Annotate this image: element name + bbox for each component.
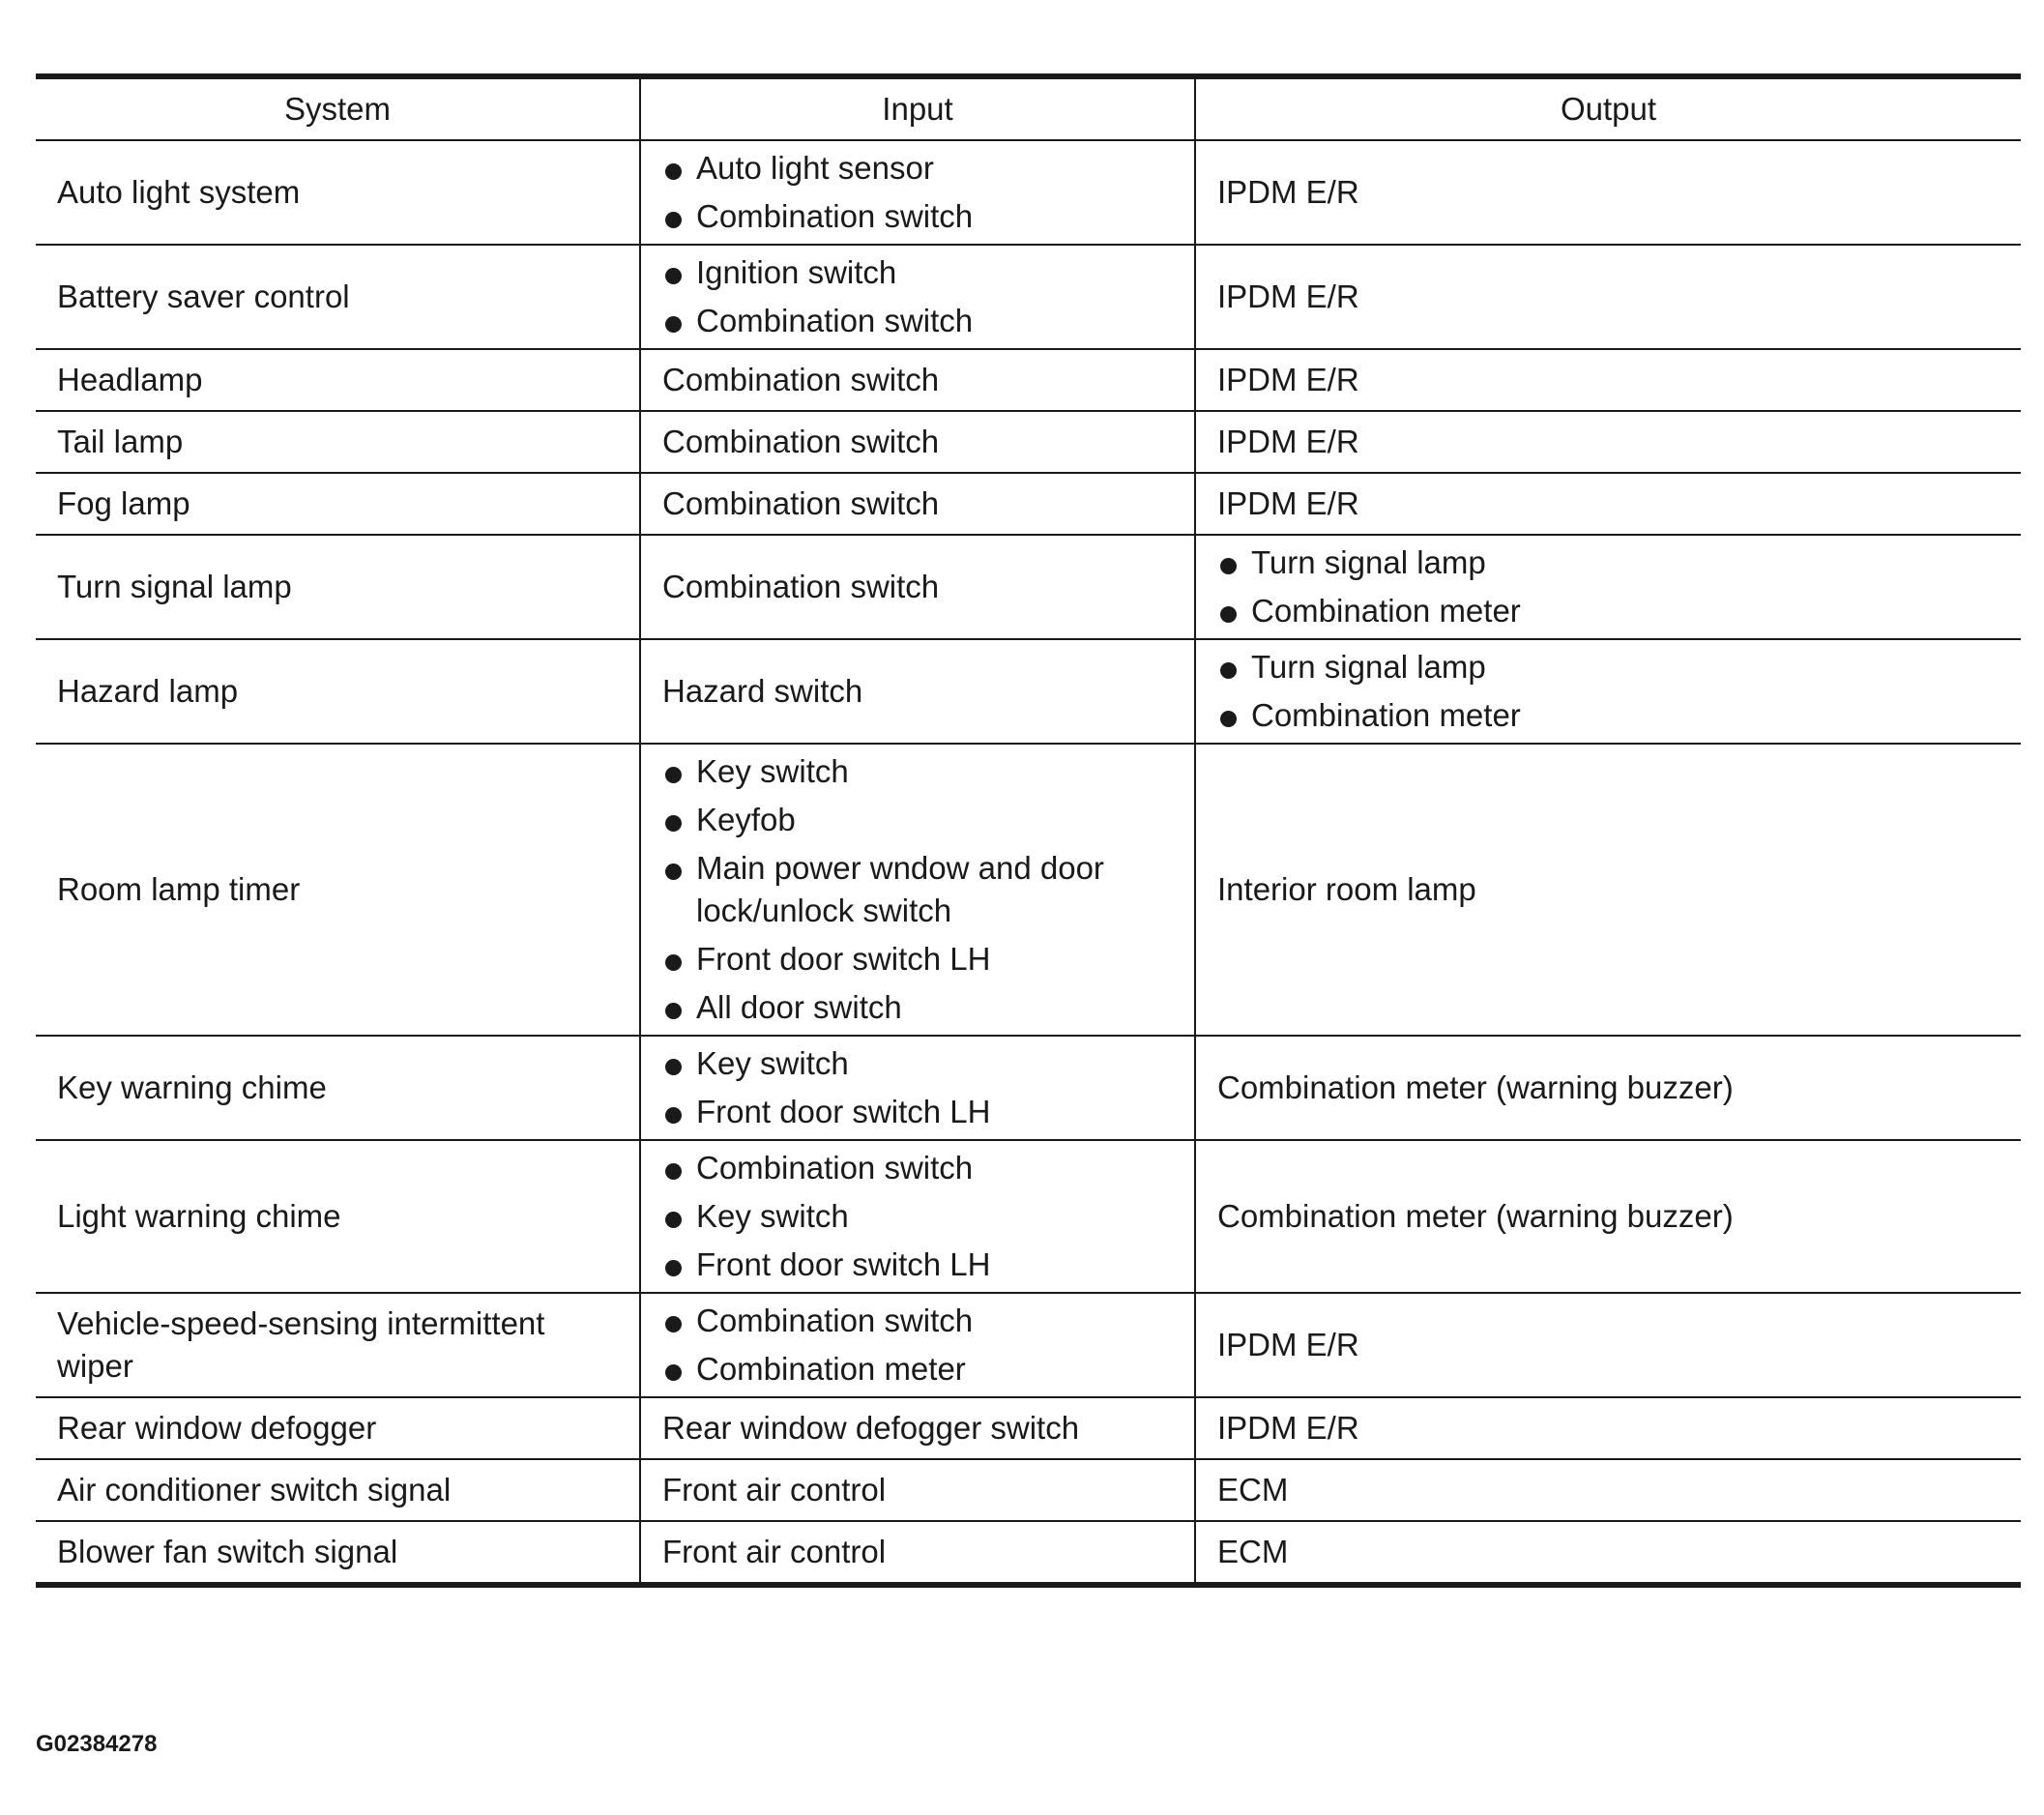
table-row xyxy=(36,1397,2021,1459)
table-row xyxy=(36,349,2021,411)
input-list xyxy=(662,1300,1173,1391)
list-item: Key switch xyxy=(662,1042,1173,1085)
list-item: All door switch xyxy=(662,986,1173,1029)
input-cell: Front air control xyxy=(640,1521,1195,1585)
system-cell: Turn signal lamp xyxy=(36,535,640,639)
list-item: Combination switch xyxy=(662,300,1173,342)
header-input: Input xyxy=(640,76,1195,140)
system-cell: Fog lamp xyxy=(36,473,640,535)
input-cell: Rear window defogger switch xyxy=(640,1397,1195,1459)
input-cell xyxy=(640,1293,1195,1397)
system-cell: Battery saver control xyxy=(36,245,640,349)
list-item: Combination switch xyxy=(662,195,1173,238)
system-cell: Headlamp xyxy=(36,349,640,411)
input-list xyxy=(662,1042,1173,1133)
list-item: Main power wndow and door lock/unlock switch xyxy=(662,847,1173,932)
list-item: Combination meter xyxy=(1217,590,2000,632)
system-cell: Rear window defogger xyxy=(36,1397,640,1459)
header-row xyxy=(36,76,2021,140)
input-cell: Front air control xyxy=(640,1459,1195,1521)
output-list xyxy=(1217,646,2000,737)
input-list xyxy=(662,1147,1173,1286)
table-row xyxy=(36,1140,2021,1293)
list-item: Combination meter xyxy=(662,1348,1173,1391)
output-cell: Combination meter (warning buzzer) xyxy=(1195,1036,2021,1140)
system-io-table xyxy=(36,73,2021,1588)
system-cell: Blower fan switch signal xyxy=(36,1521,640,1585)
system-cell: Tail lamp xyxy=(36,411,640,473)
header-system: System xyxy=(36,76,640,140)
table-row xyxy=(36,535,2021,639)
table-row xyxy=(36,1036,2021,1140)
list-item: Ignition switch xyxy=(662,251,1173,294)
list-item: Combination meter xyxy=(1217,694,2000,737)
output-cell: IPDM E/R xyxy=(1195,473,2021,535)
input-cell: Combination switch xyxy=(640,473,1195,535)
table-row xyxy=(36,1293,2021,1397)
table-row xyxy=(36,1459,2021,1521)
input-cell: Combination switch xyxy=(640,535,1195,639)
input-cell xyxy=(640,140,1195,245)
input-list xyxy=(662,147,1173,238)
system-cell: Hazard lamp xyxy=(36,639,640,744)
list-item: Auto light sensor xyxy=(662,147,1173,190)
output-cell xyxy=(1195,535,2021,639)
table-row xyxy=(36,411,2021,473)
output-cell: IPDM E/R xyxy=(1195,1397,2021,1459)
input-cell: Combination switch xyxy=(640,349,1195,411)
output-cell: ECM xyxy=(1195,1459,2021,1521)
input-cell: Combination switch xyxy=(640,411,1195,473)
system-cell: Light warning chime xyxy=(36,1140,640,1293)
list-item: Keyfob xyxy=(662,799,1173,841)
output-cell: IPDM E/R xyxy=(1195,1293,2021,1397)
output-cell: ECM xyxy=(1195,1521,2021,1585)
figure-id: G02384278 xyxy=(36,1731,158,1757)
output-cell: IPDM E/R xyxy=(1195,411,2021,473)
output-cell: IPDM E/R xyxy=(1195,245,2021,349)
list-item: Turn signal lamp xyxy=(1217,646,2000,688)
list-item: Combination switch xyxy=(662,1147,1173,1189)
output-cell: IPDM E/R xyxy=(1195,140,2021,245)
system-cell: Room lamp timer xyxy=(36,744,640,1036)
input-list xyxy=(662,251,1173,342)
input-cell: Hazard switch xyxy=(640,639,1195,744)
input-cell xyxy=(640,1036,1195,1140)
system-cell: Air conditioner switch signal xyxy=(36,1459,640,1521)
system-cell: Vehicle-speed-sensing intermittent wiper xyxy=(36,1293,640,1397)
header-output: Output xyxy=(1195,76,2021,140)
table-row xyxy=(36,140,2021,245)
list-item: Combination switch xyxy=(662,1300,1173,1342)
table-row xyxy=(36,744,2021,1036)
list-item: Key switch xyxy=(662,750,1173,793)
system-cell: Auto light system xyxy=(57,174,301,210)
list-item: Front door switch LH xyxy=(662,1244,1173,1286)
list-item: Turn signal lamp xyxy=(1217,542,2000,584)
output-cell xyxy=(1195,639,2021,744)
input-cell xyxy=(640,744,1195,1036)
input-cell xyxy=(640,1140,1195,1293)
input-list xyxy=(662,750,1173,1029)
list-item: Key switch xyxy=(662,1195,1173,1238)
list-item: Front door switch LH xyxy=(662,938,1173,981)
table-row xyxy=(36,639,2021,744)
table-row xyxy=(36,245,2021,349)
output-cell: Interior room lamp xyxy=(1195,744,2021,1036)
system-io-table-container xyxy=(36,73,2021,1588)
table-row xyxy=(36,1521,2021,1585)
system-cell: Key warning chime xyxy=(36,1036,640,1140)
input-cell xyxy=(640,245,1195,349)
table-row xyxy=(36,473,2021,535)
output-list xyxy=(1217,542,2000,632)
output-cell: Combination meter (warning buzzer) xyxy=(1195,1140,2021,1293)
output-cell: IPDM E/R xyxy=(1195,349,2021,411)
list-item: Front door switch LH xyxy=(662,1091,1173,1133)
